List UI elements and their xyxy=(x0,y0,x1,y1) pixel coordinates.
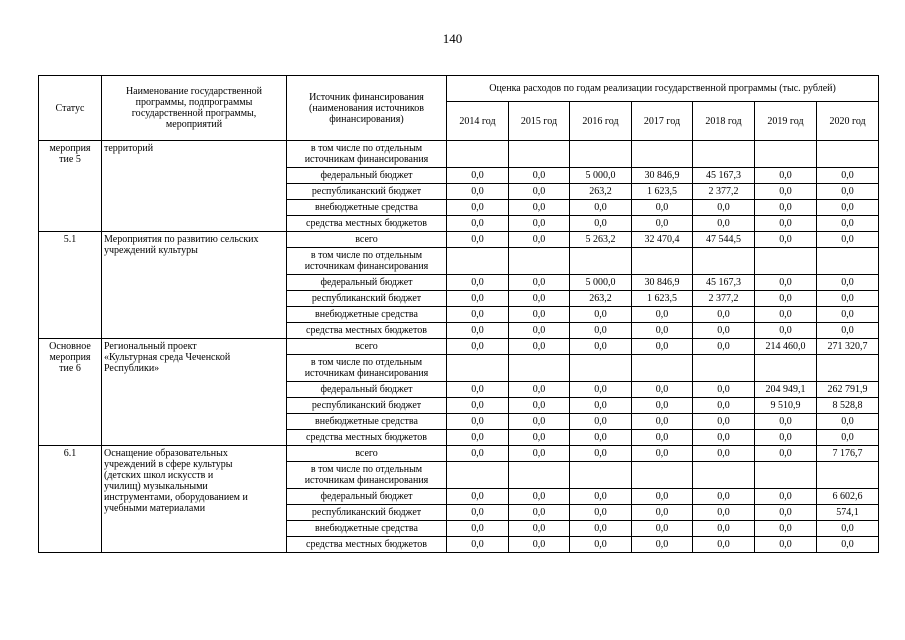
source-cell: средства местных бюджетов xyxy=(287,537,447,553)
value-cell xyxy=(509,248,570,275)
source-cell: федеральный бюджет xyxy=(287,489,447,505)
table-row xyxy=(39,339,879,355)
value-cell: 0,0 xyxy=(693,505,755,521)
value-cell: 0,0 xyxy=(817,323,879,339)
value-cell: 0,0 xyxy=(693,323,755,339)
value-cell: 1 623,5 xyxy=(632,184,693,200)
value-cell: 0,0 xyxy=(570,521,632,537)
value-cell: 0,0 xyxy=(570,430,632,446)
value-cell: 0,0 xyxy=(632,521,693,537)
source-cell: республиканский бюджет xyxy=(287,398,447,414)
value-cell: 32 470,4 xyxy=(632,232,693,248)
value-cell: 204 949,1 xyxy=(755,382,817,398)
value-cell: 0,0 xyxy=(447,446,509,462)
source-cell: всего xyxy=(287,446,447,462)
value-cell: 0,0 xyxy=(632,446,693,462)
value-cell: 0,0 xyxy=(817,216,879,232)
source-cell: внебюджетные средства xyxy=(287,521,447,537)
value-cell: 0,0 xyxy=(817,275,879,291)
value-cell: 0,0 xyxy=(509,537,570,553)
value-cell: 0,0 xyxy=(447,489,509,505)
value-cell: 0,0 xyxy=(755,414,817,430)
value-cell: 0,0 xyxy=(755,489,817,505)
value-cell: 0,0 xyxy=(693,339,755,355)
value-cell: 0,0 xyxy=(755,216,817,232)
value-cell: 0,0 xyxy=(570,446,632,462)
table-row xyxy=(39,232,879,248)
value-cell: 0,0 xyxy=(755,307,817,323)
value-cell: 0,0 xyxy=(509,275,570,291)
value-cell: 30 846,9 xyxy=(632,275,693,291)
value-cell: 0,0 xyxy=(632,537,693,553)
value-cell: 0,0 xyxy=(447,323,509,339)
source-cell: средства местных бюджетов xyxy=(287,216,447,232)
value-cell: 0,0 xyxy=(755,430,817,446)
value-cell: 0,0 xyxy=(447,414,509,430)
budget-table xyxy=(38,75,879,553)
value-cell: 0,0 xyxy=(817,291,879,307)
value-cell xyxy=(693,462,755,489)
value-cell: 0,0 xyxy=(632,398,693,414)
value-cell: 0,0 xyxy=(509,232,570,248)
source-cell: республиканский бюджет xyxy=(287,291,447,307)
value-cell: 0,0 xyxy=(509,168,570,184)
value-cell xyxy=(632,248,693,275)
value-cell: 0,0 xyxy=(817,430,879,446)
source-cell: внебюджетные средства xyxy=(287,414,447,430)
source-cell: республиканский бюджет xyxy=(287,184,447,200)
value-cell: 0,0 xyxy=(817,168,879,184)
value-cell: 5 000,0 xyxy=(570,275,632,291)
table-body xyxy=(39,141,879,553)
header-status: Статус xyxy=(39,76,102,141)
value-cell: 0,0 xyxy=(509,184,570,200)
source-cell: всего xyxy=(287,339,447,355)
program-name-cell: Региональный проект «Культурная среда Чеченской Республики» xyxy=(102,339,287,446)
value-cell xyxy=(509,462,570,489)
value-cell: 0,0 xyxy=(693,521,755,537)
value-cell: 0,0 xyxy=(632,505,693,521)
value-cell: 0,0 xyxy=(693,200,755,216)
value-cell: 0,0 xyxy=(755,521,817,537)
value-cell: 0,0 xyxy=(509,339,570,355)
value-cell xyxy=(755,248,817,275)
source-cell: в том числе по отдельным источникам финансирования xyxy=(287,141,447,168)
status-cell: 5.1 xyxy=(39,232,102,339)
value-cell: 5 263,2 xyxy=(570,232,632,248)
value-cell xyxy=(509,355,570,382)
value-cell xyxy=(447,462,509,489)
source-cell: всего xyxy=(287,232,447,248)
value-cell: 0,0 xyxy=(570,489,632,505)
value-cell: 0,0 xyxy=(632,414,693,430)
value-cell: 0,0 xyxy=(755,323,817,339)
value-cell: 0,0 xyxy=(693,398,755,414)
source-cell: в том числе по отдельным источникам финансирования xyxy=(287,248,447,275)
value-cell: 0,0 xyxy=(693,489,755,505)
value-cell: 0,0 xyxy=(693,307,755,323)
value-cell: 0,0 xyxy=(632,382,693,398)
value-cell: 0,0 xyxy=(693,446,755,462)
value-cell: 0,0 xyxy=(509,430,570,446)
value-cell: 9 510,9 xyxy=(755,398,817,414)
value-cell: 0,0 xyxy=(693,382,755,398)
value-cell: 0,0 xyxy=(632,430,693,446)
value-cell xyxy=(755,355,817,382)
value-cell: 0,0 xyxy=(509,414,570,430)
value-cell: 0,0 xyxy=(693,430,755,446)
value-cell xyxy=(755,462,817,489)
value-cell: 0,0 xyxy=(447,398,509,414)
value-cell: 8 528,8 xyxy=(817,398,879,414)
status-cell: 6.1 xyxy=(39,446,102,553)
value-cell: 0,0 xyxy=(447,307,509,323)
value-cell: 0,0 xyxy=(817,537,879,553)
value-cell xyxy=(632,141,693,168)
table-row xyxy=(39,446,879,462)
value-cell: 0,0 xyxy=(509,200,570,216)
value-cell: 0,0 xyxy=(693,216,755,232)
value-cell: 0,0 xyxy=(755,446,817,462)
value-cell: 0,0 xyxy=(755,537,817,553)
source-cell: внебюджетные средства xyxy=(287,307,447,323)
value-cell: 2 377,2 xyxy=(693,184,755,200)
value-cell: 0,0 xyxy=(755,232,817,248)
value-cell xyxy=(817,248,879,275)
value-cell: 0,0 xyxy=(755,275,817,291)
value-cell: 0,0 xyxy=(570,414,632,430)
value-cell: 271 320,7 xyxy=(817,339,879,355)
value-cell: 0,0 xyxy=(447,339,509,355)
value-cell: 0,0 xyxy=(509,291,570,307)
value-cell: 30 846,9 xyxy=(632,168,693,184)
value-cell: 7 176,7 xyxy=(817,446,879,462)
value-cell: 5 000,0 xyxy=(570,168,632,184)
header-year: 2020 год xyxy=(817,102,879,141)
value-cell: 0,0 xyxy=(755,168,817,184)
value-cell: 262 791,9 xyxy=(817,382,879,398)
value-cell: 0,0 xyxy=(509,216,570,232)
value-cell: 0,0 xyxy=(509,307,570,323)
value-cell: 45 167,3 xyxy=(693,275,755,291)
value-cell: 0,0 xyxy=(509,521,570,537)
source-cell: федеральный бюджет xyxy=(287,275,447,291)
value-cell: 0,0 xyxy=(447,505,509,521)
source-cell: в том числе по отдельным источникам финансирования xyxy=(287,462,447,489)
value-cell: 0,0 xyxy=(509,382,570,398)
value-cell: 0,0 xyxy=(447,168,509,184)
header-year: 2015 год xyxy=(509,102,570,141)
value-cell xyxy=(632,355,693,382)
value-cell: 0,0 xyxy=(817,414,879,430)
value-cell: 0,0 xyxy=(570,382,632,398)
value-cell: 0,0 xyxy=(570,307,632,323)
value-cell: 0,0 xyxy=(570,398,632,414)
value-cell xyxy=(570,462,632,489)
source-cell: внебюджетные средства xyxy=(287,200,447,216)
value-cell: 0,0 xyxy=(817,200,879,216)
value-cell: 0,0 xyxy=(509,505,570,521)
value-cell: 1 623,5 xyxy=(632,291,693,307)
source-cell: средства местных бюджетов xyxy=(287,323,447,339)
value-cell: 0,0 xyxy=(817,521,879,537)
source-cell: в том числе по отдельным источникам финансирования xyxy=(287,355,447,382)
value-cell: 0,0 xyxy=(632,307,693,323)
value-cell: 0,0 xyxy=(570,537,632,553)
value-cell: 0,0 xyxy=(570,216,632,232)
header-year: 2016 год xyxy=(570,102,632,141)
header-name: Наименование государственной программы, подпрограммы государственной программы, мероприятий xyxy=(102,76,287,141)
header-year: 2019 год xyxy=(755,102,817,141)
value-cell: 0,0 xyxy=(817,232,879,248)
value-cell: 0,0 xyxy=(509,446,570,462)
value-cell: 47 544,5 xyxy=(693,232,755,248)
value-cell: 0,0 xyxy=(755,184,817,200)
source-cell: федеральный бюджет xyxy=(287,382,447,398)
value-cell: 0,0 xyxy=(509,323,570,339)
program-name-cell: территорий xyxy=(102,141,287,232)
value-cell xyxy=(817,141,879,168)
value-cell: 0,0 xyxy=(447,521,509,537)
value-cell xyxy=(817,355,879,382)
value-cell xyxy=(693,248,755,275)
value-cell: 0,0 xyxy=(570,323,632,339)
header-estimate: Оценка расходов по годам реализации государственной программы (тыс. рублей) xyxy=(447,76,879,102)
source-cell: федеральный бюджет xyxy=(287,168,447,184)
value-cell xyxy=(447,355,509,382)
value-cell: 0,0 xyxy=(755,200,817,216)
value-cell: 0,0 xyxy=(632,200,693,216)
value-cell xyxy=(447,141,509,168)
value-cell: 6 602,6 xyxy=(817,489,879,505)
value-cell: 0,0 xyxy=(632,323,693,339)
value-cell: 0,0 xyxy=(755,291,817,307)
value-cell: 0,0 xyxy=(570,505,632,521)
value-cell: 263,2 xyxy=(570,184,632,200)
value-cell xyxy=(447,248,509,275)
table-row xyxy=(39,141,879,168)
program-name-cell: Оснащение образовательных учреждений в сфере культуры (детских школ искусств и училищ) музыкальными инструментами, оборудованием и учебными материалами xyxy=(102,446,287,553)
value-cell: 0,0 xyxy=(632,489,693,505)
value-cell xyxy=(570,248,632,275)
header-year: 2014 год xyxy=(447,102,509,141)
value-cell: 574,1 xyxy=(817,505,879,521)
value-cell: 263,2 xyxy=(570,291,632,307)
value-cell: 0,0 xyxy=(693,414,755,430)
program-name-cell: Мероприятия по развитию сельских учреждений культуры xyxy=(102,232,287,339)
value-cell: 0,0 xyxy=(817,184,879,200)
header-source: Источник финансирования (наименования источников финансирования) xyxy=(287,76,447,141)
header-year: 2017 год xyxy=(632,102,693,141)
value-cell: 0,0 xyxy=(447,200,509,216)
value-cell: 45 167,3 xyxy=(693,168,755,184)
value-cell xyxy=(570,355,632,382)
value-cell: 0,0 xyxy=(447,232,509,248)
value-cell xyxy=(632,462,693,489)
value-cell: 0,0 xyxy=(447,430,509,446)
value-cell: 0,0 xyxy=(447,275,509,291)
value-cell: 0,0 xyxy=(817,307,879,323)
value-cell xyxy=(509,141,570,168)
value-cell: 214 460,0 xyxy=(755,339,817,355)
value-cell: 0,0 xyxy=(570,339,632,355)
value-cell: 0,0 xyxy=(509,489,570,505)
source-cell: средства местных бюджетов xyxy=(287,430,447,446)
page-number: 140 xyxy=(442,31,463,46)
value-cell: 0,0 xyxy=(447,216,509,232)
value-cell xyxy=(693,355,755,382)
status-cell: Основное мероприя тие 6 xyxy=(39,339,102,446)
value-cell xyxy=(755,141,817,168)
value-cell: 0,0 xyxy=(509,398,570,414)
source-cell: республиканский бюджет xyxy=(287,505,447,521)
value-cell: 0,0 xyxy=(447,184,509,200)
value-cell xyxy=(693,141,755,168)
value-cell xyxy=(570,141,632,168)
value-cell: 0,0 xyxy=(447,291,509,307)
value-cell: 0,0 xyxy=(447,382,509,398)
status-cell: мероприя тие 5 xyxy=(39,141,102,232)
header-year: 2018 год xyxy=(693,102,755,141)
value-cell: 0,0 xyxy=(447,537,509,553)
value-cell: 0,0 xyxy=(570,200,632,216)
value-cell: 0,0 xyxy=(693,537,755,553)
value-cell: 0,0 xyxy=(632,339,693,355)
value-cell: 2 377,2 xyxy=(693,291,755,307)
value-cell: 0,0 xyxy=(632,216,693,232)
value-cell: 0,0 xyxy=(755,505,817,521)
value-cell xyxy=(817,462,879,489)
